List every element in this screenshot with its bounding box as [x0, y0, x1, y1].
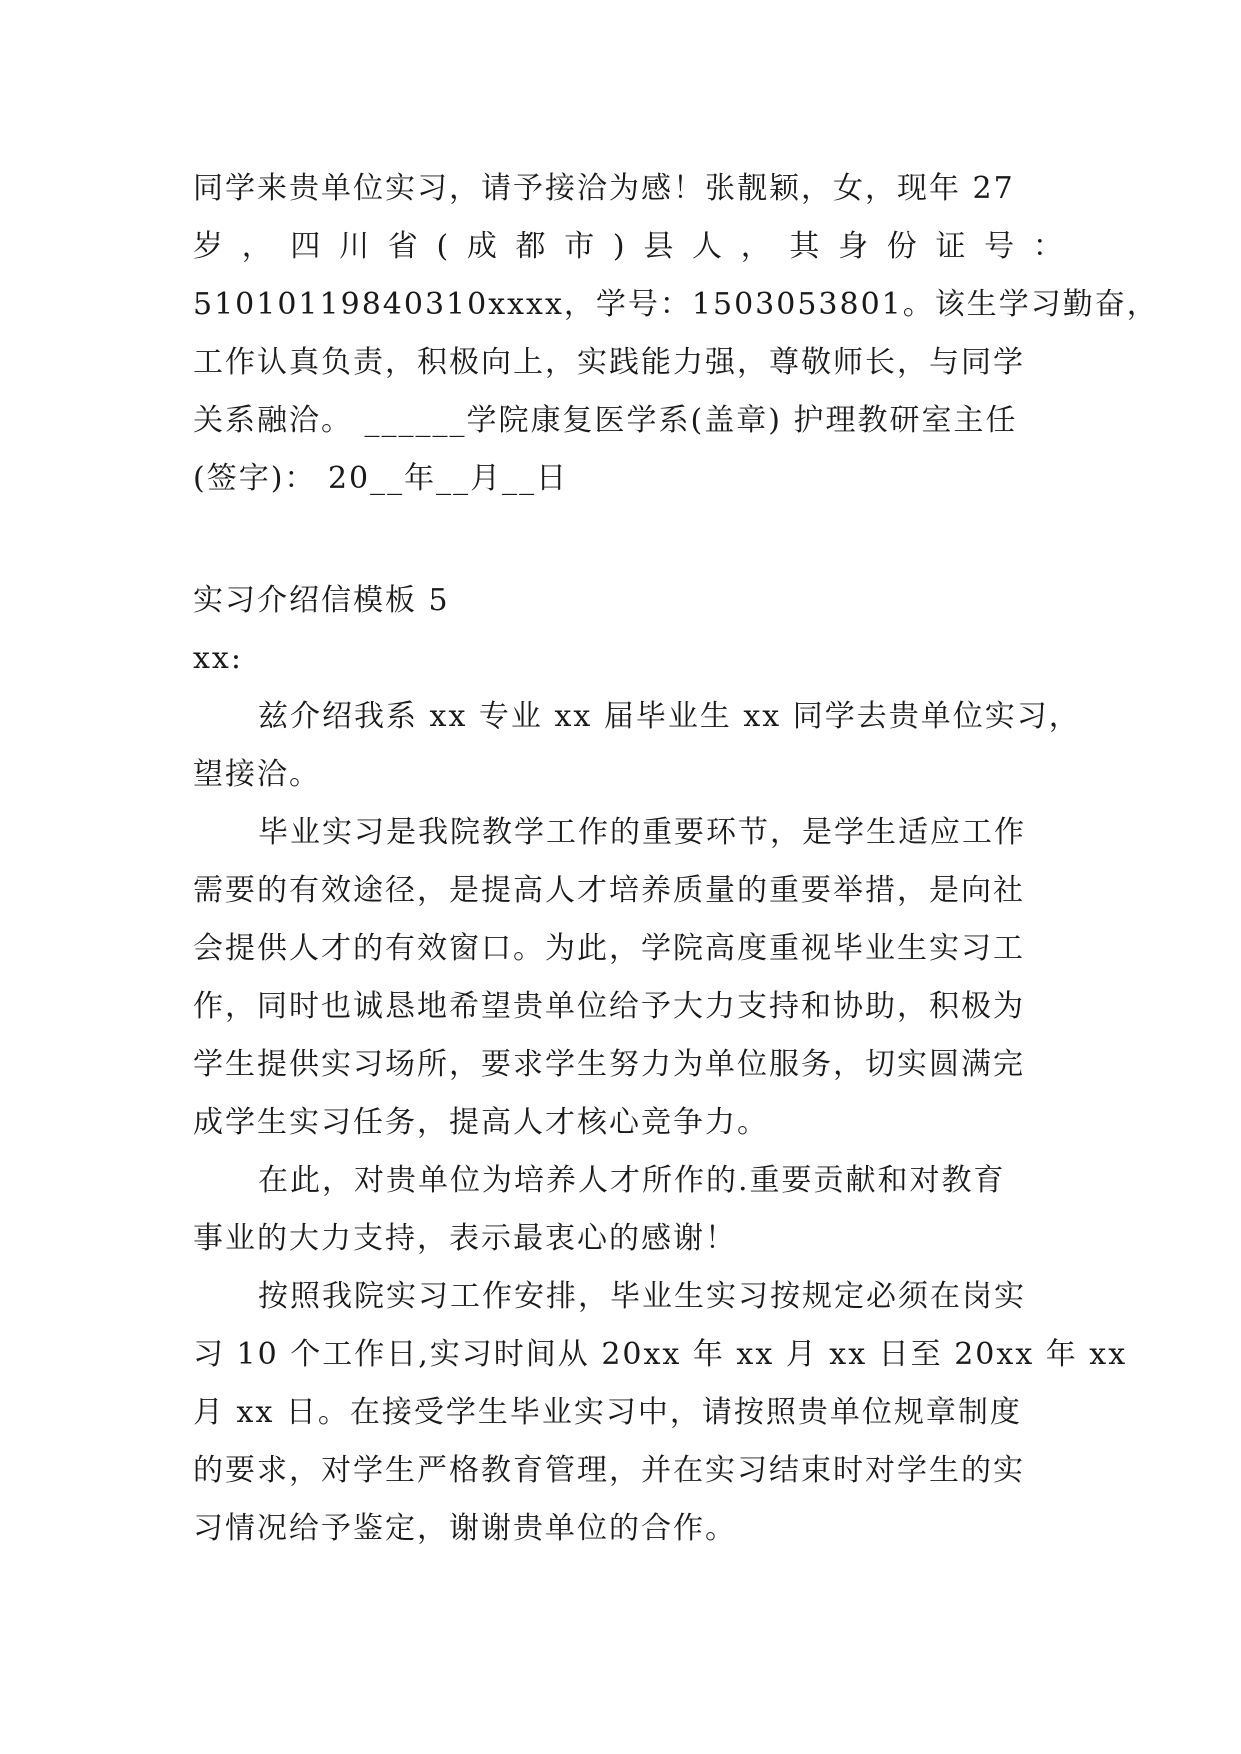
spread-char: 身	[838, 229, 869, 264]
spread-char: 省	[387, 229, 418, 264]
spread-char: 市	[564, 229, 595, 264]
spread-char: (	[436, 229, 449, 264]
text-line: 作，同时也诚恳地希望贵单位给予大力支持和协助，积极为	[193, 989, 1025, 1024]
text-line: 的要求，对学生严格教育管理，并在实习结束时对学生的实	[193, 1453, 1025, 1488]
paragraph	[193, 1152, 1063, 1268]
salutation: xx:	[193, 641, 243, 676]
text-line: 习情况给予鉴定，谢谢贵单位的合作。	[193, 1511, 737, 1546]
spread-char: 四	[290, 229, 321, 264]
spread-char: 号	[984, 229, 1015, 264]
spread-char: 都	[515, 229, 546, 264]
spread-char: 川	[339, 229, 370, 264]
text-line: 兹介绍我系 xx 专业 xx 届毕业生 xx 同学去贵单位实习，	[258, 699, 1081, 734]
paragraph	[193, 1268, 1128, 1558]
text-line: 望接洽。	[193, 757, 321, 792]
spread-char: 县	[643, 229, 674, 264]
spread-char: ：	[1032, 229, 1063, 264]
text-line: 需要的有效途径，是提高人才培养质量的重要举措，是向社	[193, 873, 1025, 908]
text-line: 工作认真负责，积极向上，实践能力强，尊敬师长，与同学	[193, 345, 1025, 380]
spread-char: )	[612, 229, 625, 264]
text-line: 习 10 个工作日,实习时间从 20xx 年 xx 月 xx 日至 20xx 年 xx	[193, 1337, 1128, 1372]
paragraph	[193, 688, 1081, 804]
spread-char: ，	[740, 229, 771, 264]
paragraph	[193, 804, 1063, 1152]
text-line: 关系融洽。 ______学院康复医学系(盖章) 护理教研室主任	[193, 403, 1018, 438]
text-line: 毕业实习是我院教学工作的重要环节，是学生适应工作	[258, 815, 1026, 850]
document-page	[193, 160, 1159, 1558]
text-line: 51010119840310xxxx，学号：1503053801。该生学习勤奋，	[193, 287, 1159, 322]
text-line: 成学生实习任务，提高人才核心竞争力。	[193, 1105, 769, 1140]
text-line: 学生提供实习场所，要求学生努力为单位服务，切实圆满完	[193, 1047, 1025, 1082]
spread-char: 其	[789, 229, 820, 264]
spread-char: 证	[935, 229, 966, 264]
text-line: 在此，对贵单位为培养人才所作的.重要贡献和对教育	[258, 1163, 1006, 1198]
text-line: 事业的大力支持，表示最衷心的感谢！	[193, 1221, 737, 1256]
letter-body	[193, 688, 1128, 1558]
text-line: 按照我院实习工作安排，毕业生实习按规定必须在岗实	[258, 1279, 1026, 1314]
text-line: 会提供人才的有效窗口。为此，学院高度重视毕业生实习工	[193, 931, 1025, 966]
spread-char: 成	[466, 229, 497, 264]
text-line-spread	[193, 218, 1063, 276]
spread-char: 岁	[193, 229, 223, 264]
spread-char: 人	[692, 229, 722, 264]
spread-char: 份	[886, 229, 917, 264]
section-title: 实习介绍信模板 5	[193, 583, 450, 618]
previous-letter-tail	[193, 160, 1159, 508]
text-line: 同学来贵单位实习，请予接洽为感！张靓颖，女，现年 27	[193, 171, 1015, 206]
text-line: 月 xx 日。在接受学生毕业实习中，请按照贵单位规章制度	[193, 1395, 1022, 1430]
text-line: (签字)： 20__年__月__日	[193, 461, 569, 496]
spread-char: ，	[241, 229, 272, 264]
